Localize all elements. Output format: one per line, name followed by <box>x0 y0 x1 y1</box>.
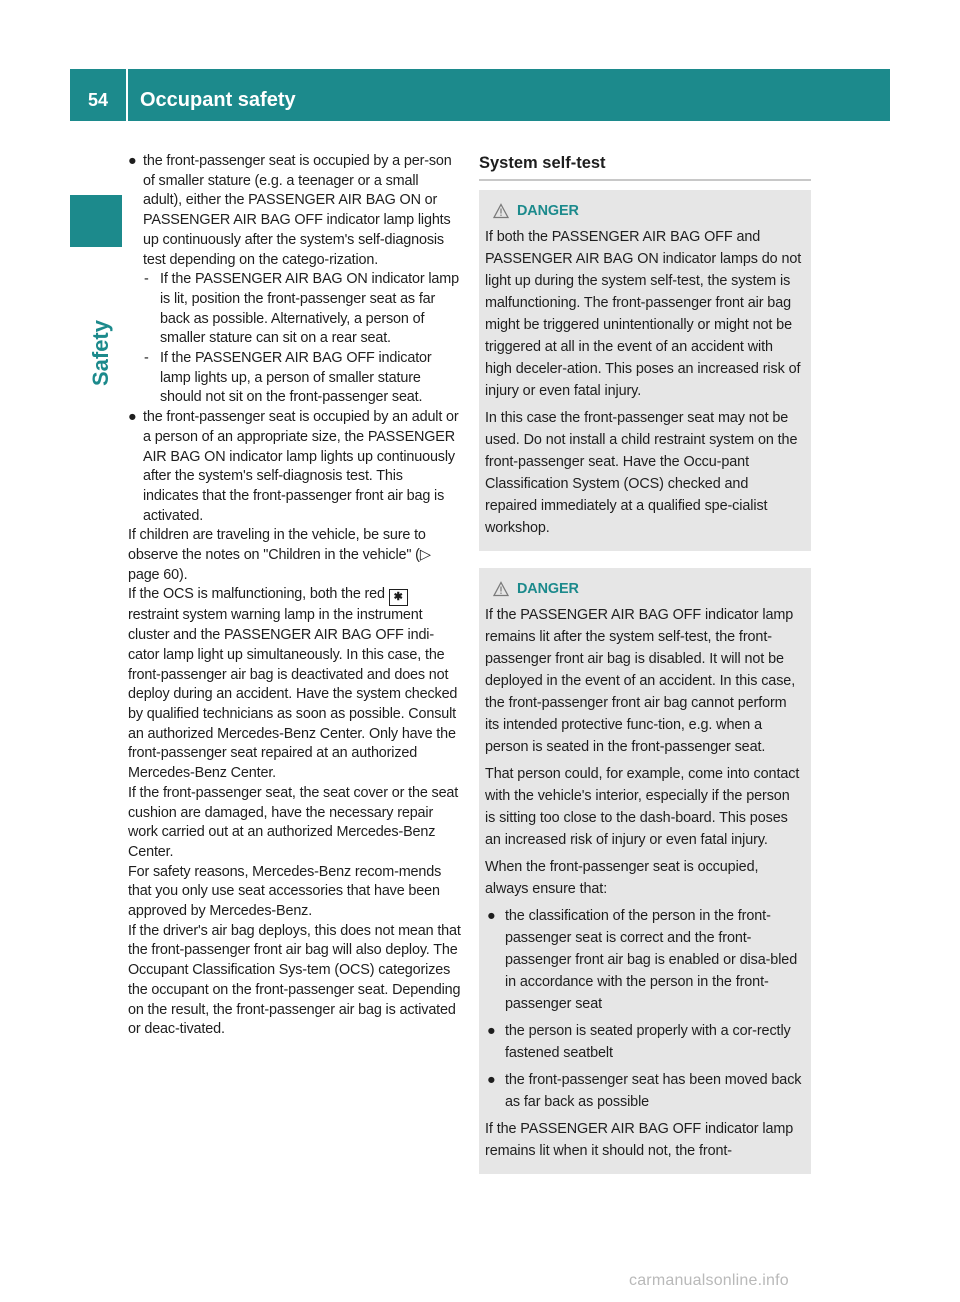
right-column <box>479 152 811 1174</box>
dash-icon: - <box>144 350 149 367</box>
paragraph: In this case the front-passenger seat may not be used. Do not install a child restraint system on the front-passenger seat. Have the Occu-pant Classification System (OCS) checked and repaired immediately at a qualified spe-cialist workshop. <box>485 410 798 536</box>
paragraph: If both the PASSENGER AIR BAG OFF and PASSENGER AIR BAG ON indicator lamps do not light up during the system self-test, the system is malfunctioning. The front-passenger front air bag might be triggered unintentionally or might not be triggered at all in the event of an accident with high deceler-ation. This poses an increased risk of injury or even fatal injury. <box>485 229 802 399</box>
paragraph: For safety reasons, Mercedes-Benz recom-mends that you only use seat accessories that have been approved by Mercedes-Benz. <box>128 863 442 920</box>
paragraph: That person could, for example, come into contact with the vehicle's interior, especially if the person is sitting too close to the dash-board. This poses an increased risk of injury or even fatal injury. <box>485 766 800 848</box>
list-item: ● the front-passenger seat is occupied by an adult or a person of an appropriate size, the PASSENGER AIR BAG ON indicator lamp lights up continuously after the system's self-diagnosis test. This indicates that the front-passenger front air bag is activated. <box>128 409 459 524</box>
danger-heading: DANGER <box>485 200 803 222</box>
bullet-icon: ● <box>487 1023 496 1039</box>
header-divider <box>126 69 128 121</box>
title-rule <box>479 179 811 181</box>
side-tab-block <box>70 195 122 247</box>
page-reference-link[interactable]: page 60). <box>128 566 188 583</box>
subsection-title: System self-test <box>479 154 606 172</box>
list-item: ● the classification of the person in the front-passenger seat is correct and the front-passenger front air bag is enabled or disa-bled in accordance with the person in the front-passenger seat <box>485 905 803 1015</box>
warning-triangle-icon <box>493 581 509 597</box>
page-ref-arrow-icon: ▷ <box>419 547 431 564</box>
sub-list-item: - If the PASSENGER AIR BAG ON indicator lamp is lit, position the front-passenger seat as far back as possible. Alternatively, a person of smaller stature can sit on a rear seat. <box>144 271 459 347</box>
danger-box <box>479 568 811 1174</box>
watermark: carmanualsonline.info <box>629 1272 789 1289</box>
page-number: 54 <box>87 90 109 110</box>
paragraph: If the PASSENGER AIR BAG OFF indicator lamp remains lit after the system self-test, the front-passenger front air bag is disabled. It will not be deployed in the event of an accident. In this case, the front-passenger front air bag cannot perform its intended protective func-tion, e.g. when a person is seated in the front-passenger seat. <box>485 607 796 755</box>
paragraph: If children are traveling in the vehicle, be sure to observe the notes on "Children in the vehicle" (▷ page 60). <box>128 527 431 583</box>
paragraph: If the driver's air bag deploys, this does not mean that the front-passenger front air bag will also deploy. The Occupant Classification Sys-tem (OCS) categorizes the occupant on the front-passenger seat. Depending on the result, the front-passenger air bag is activated or deac-tivated. <box>128 922 461 1038</box>
sub-list-item: - If the PASSENGER AIR BAG OFF indicator lamp lights up, a person of smaller stature should not sit on the front-passenger seat. <box>144 350 432 406</box>
bullet-icon: ● <box>487 1072 496 1088</box>
paragraph: When the front-passenger seat is occupied, always ensure that: <box>485 859 759 897</box>
danger-box <box>479 190 811 551</box>
bullet-icon: ● <box>128 153 137 169</box>
section-title: Occupant safety <box>140 89 296 111</box>
paragraph: If the OCS is malfunctioning, both the red ✱ restraint system warning lamp in the instrument cluster and the PASSENGER AIR BAG OFF indi-cator lamp light up simultaneously. In this case, the front-passenger air bag is deactivated and does not deploy during an accident. Have the system checked by qualified technicians as soon as possible. Consult an authorized Mercedes-Benz Center. Only have the front-passenger seat repaired at an authorized Mercedes-Benz Center. <box>128 586 458 782</box>
side-tab-label: Safety <box>88 320 113 387</box>
paragraph: If the PASSENGER AIR BAG OFF indicator lamp remains lit when it should not, the front- <box>485 1121 794 1159</box>
list-item: ● the person is seated properly with a cor-rectly fastened seatbelt <box>485 1020 803 1064</box>
warning-triangle-icon <box>493 203 509 219</box>
bullet-icon: ● <box>487 908 496 924</box>
list-item: ● the front-passenger seat has been moved back as far back as possible <box>485 1069 803 1113</box>
list-item: ● the front-passenger seat is occupied by a per-son of smaller stature (e.g. a teenager or a small adult), either the PASSENGER AIR BAG ON or PASSENGER AIR BAG OFF indicator lamp lights up continuously after the system's self-diagnosis test depending on the catego-rization. <box>128 153 452 268</box>
restraint-warning-lamp-icon: ✱ <box>389 589 408 606</box>
danger-heading: DANGER <box>485 578 803 600</box>
bullet-icon: ● <box>128 409 137 426</box>
dash-icon: - <box>144 271 149 288</box>
left-column <box>128 152 461 1040</box>
paragraph: If the front-passenger seat, the seat cover or the seat cushion are damaged, have the necessary repair work carried out at an authorized Mercedes-Benz Center. <box>128 784 459 860</box>
